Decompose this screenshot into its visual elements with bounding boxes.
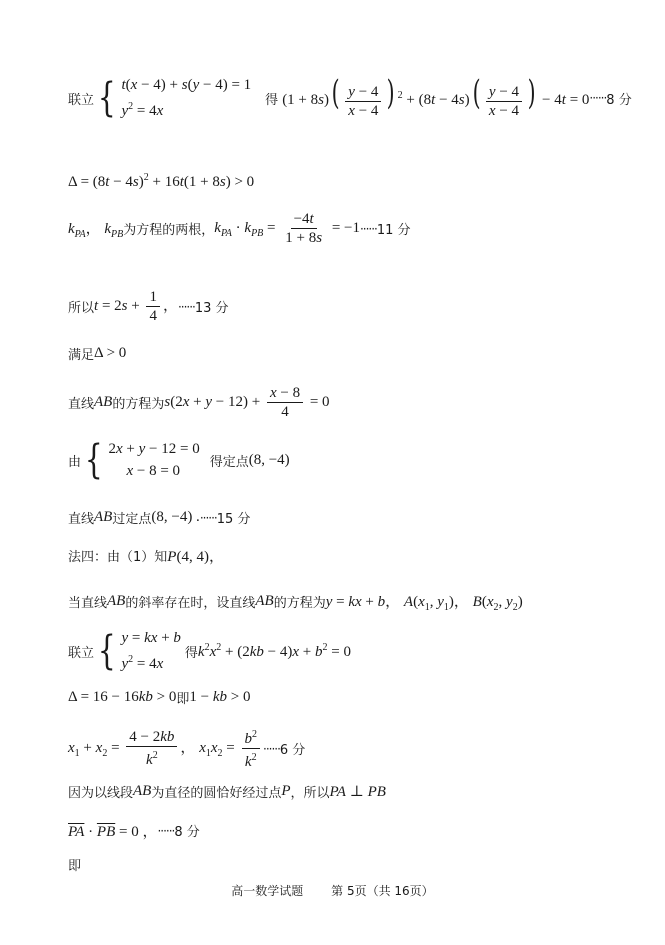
text-that-is: 即 (68, 859, 82, 874)
text-satisfy: 满足 (68, 348, 95, 363)
score-15: 15 分 (216, 512, 251, 527)
left-brace: { (97, 75, 116, 121)
text-line: 直线 (68, 512, 95, 527)
text-when-line: 当直线 (68, 596, 108, 611)
score-13: 13 分 (194, 301, 229, 316)
text-circle-passes: 为直径的圆恰好经过点 (151, 786, 282, 801)
passes-fixed-point-line: 直线 AB 过定点 (8, −4) . ······ 15 分 (68, 509, 251, 527)
text-that-is: 即 (176, 692, 190, 707)
derived-equation: (1 + 8s)( $\frac{y - 4}{x - 4}$ ) $^2$ + (8t − 4s)( $\frac{y - 4}{x - 4}$ ) − 4t = 0 (282, 73, 590, 119)
that-is-line (68, 855, 81, 874)
left-brace: { (97, 628, 116, 674)
diameter-circle-line: 因为以线段 AB 为直径的圆恰好经过点 P ，所以 PA ⊥ PB (68, 783, 386, 801)
text-combine: 联立 (68, 92, 95, 108)
text-because-segment: 因为以线段 (68, 786, 134, 801)
text-slope-exists: 的斜率存在时，设直线 (125, 596, 256, 611)
text-so: ，所以 (290, 786, 330, 801)
footer-subject: 高一数学试题 (231, 884, 304, 898)
text-equation-is: 的方程为 (273, 596, 326, 611)
delta-inequality-1: $\Delta = (8t - 4s)^2 + 16t(1 + 8s) > 0$ (68, 172, 255, 190)
text-fixed-point: 得定点 (209, 454, 249, 470)
score-8: 8 分 (174, 825, 200, 840)
t-expression-line: 所以 t = 2s + $\frac{1}{4}$ ， ······ 13 分 (68, 289, 229, 324)
slope-exists-line: 当直线 AB 的斜率存在时，设直线 AB 的方程为 y = kx + b， $A(x_1$, $y_1$)， $B(x_2$, $y_2$) (68, 593, 523, 613)
text-roots: 为方程的两根， (123, 223, 215, 238)
page-footer (0, 882, 665, 899)
text-get: 得 (184, 645, 198, 661)
line-ab-equation: 直线 AB 的方程为 s(2x + y − 12) + $\frac{x - 8}{4}$ = 0 (68, 385, 330, 420)
text-from: 由 (68, 454, 82, 470)
footer-page-number: 第 5页（共 16页） (331, 884, 434, 898)
score-8: 8 分 (606, 92, 632, 108)
score-11: 11 分 (376, 223, 411, 238)
text-method-four: 法四：由（1）知 (68, 550, 168, 565)
satisfy-delta-line: 满足 Δ > 0 (68, 345, 127, 363)
text-equation-is: 的方程为 (112, 397, 165, 412)
delta-inequality-2: Δ = 16 − 16kb > 0 即 1 − kb > 0 (68, 689, 251, 707)
combine-system-line-2: 联立 { y = kx + b $y^2 = 4x$ 得 $k^2x^2 + (2kb - 4)x + b^2 = 0$ (68, 628, 351, 674)
text-get: 得 (265, 92, 279, 108)
fixed-point-system: 由 { 2x + y − 12 = 0 x − 8 = 0 得定点 (8, −4) (68, 437, 290, 483)
text-so: 所以 (68, 301, 95, 316)
text-combine: 联立 (68, 645, 95, 661)
text-passes: 过定点 (112, 512, 152, 527)
text-line: 直线 (68, 397, 95, 412)
left-brace: { (84, 437, 103, 483)
slope-product-line: $k_{PA}$， $k_{PB}$ 为方程的两根， $k_{PA} \cdot k_{PB}$ = $\frac{-4t}{1 + 8s}$ = −1 ······ 11 分 (68, 211, 411, 246)
method-four-line: 法四：由（1）知 P(4, 4)， (68, 545, 224, 566)
combine-system-line-1: 联立 { t(x − 4) + s(y − 4) = 1 $y^2 = 4x$ 得 (1 + 8s)( $\frac{y - 4}{x - 4}$ ) $^2$ + (8t − 4s)( $\frac{y - 4}{x - 4}$ ) − 4t = 0 ······ 8 分 (68, 73, 632, 121)
equation-system: t(x − 4) + s(y − 4) = 1 $y^2 = 4x$ (121, 77, 252, 119)
score-6: 6 分 (279, 743, 306, 758)
dot-product-line: $\overline{PA} \cdot \overline{PB} = 0$ ， ······ 8 分 (68, 820, 200, 841)
vieta-line: $x_1 + x_2$ = $\frac{4 - 2kb}{k^2}$ ， $x_1x_2$ = $\frac{b^2}{k^2}$ ······ 6 分 (68, 726, 305, 771)
